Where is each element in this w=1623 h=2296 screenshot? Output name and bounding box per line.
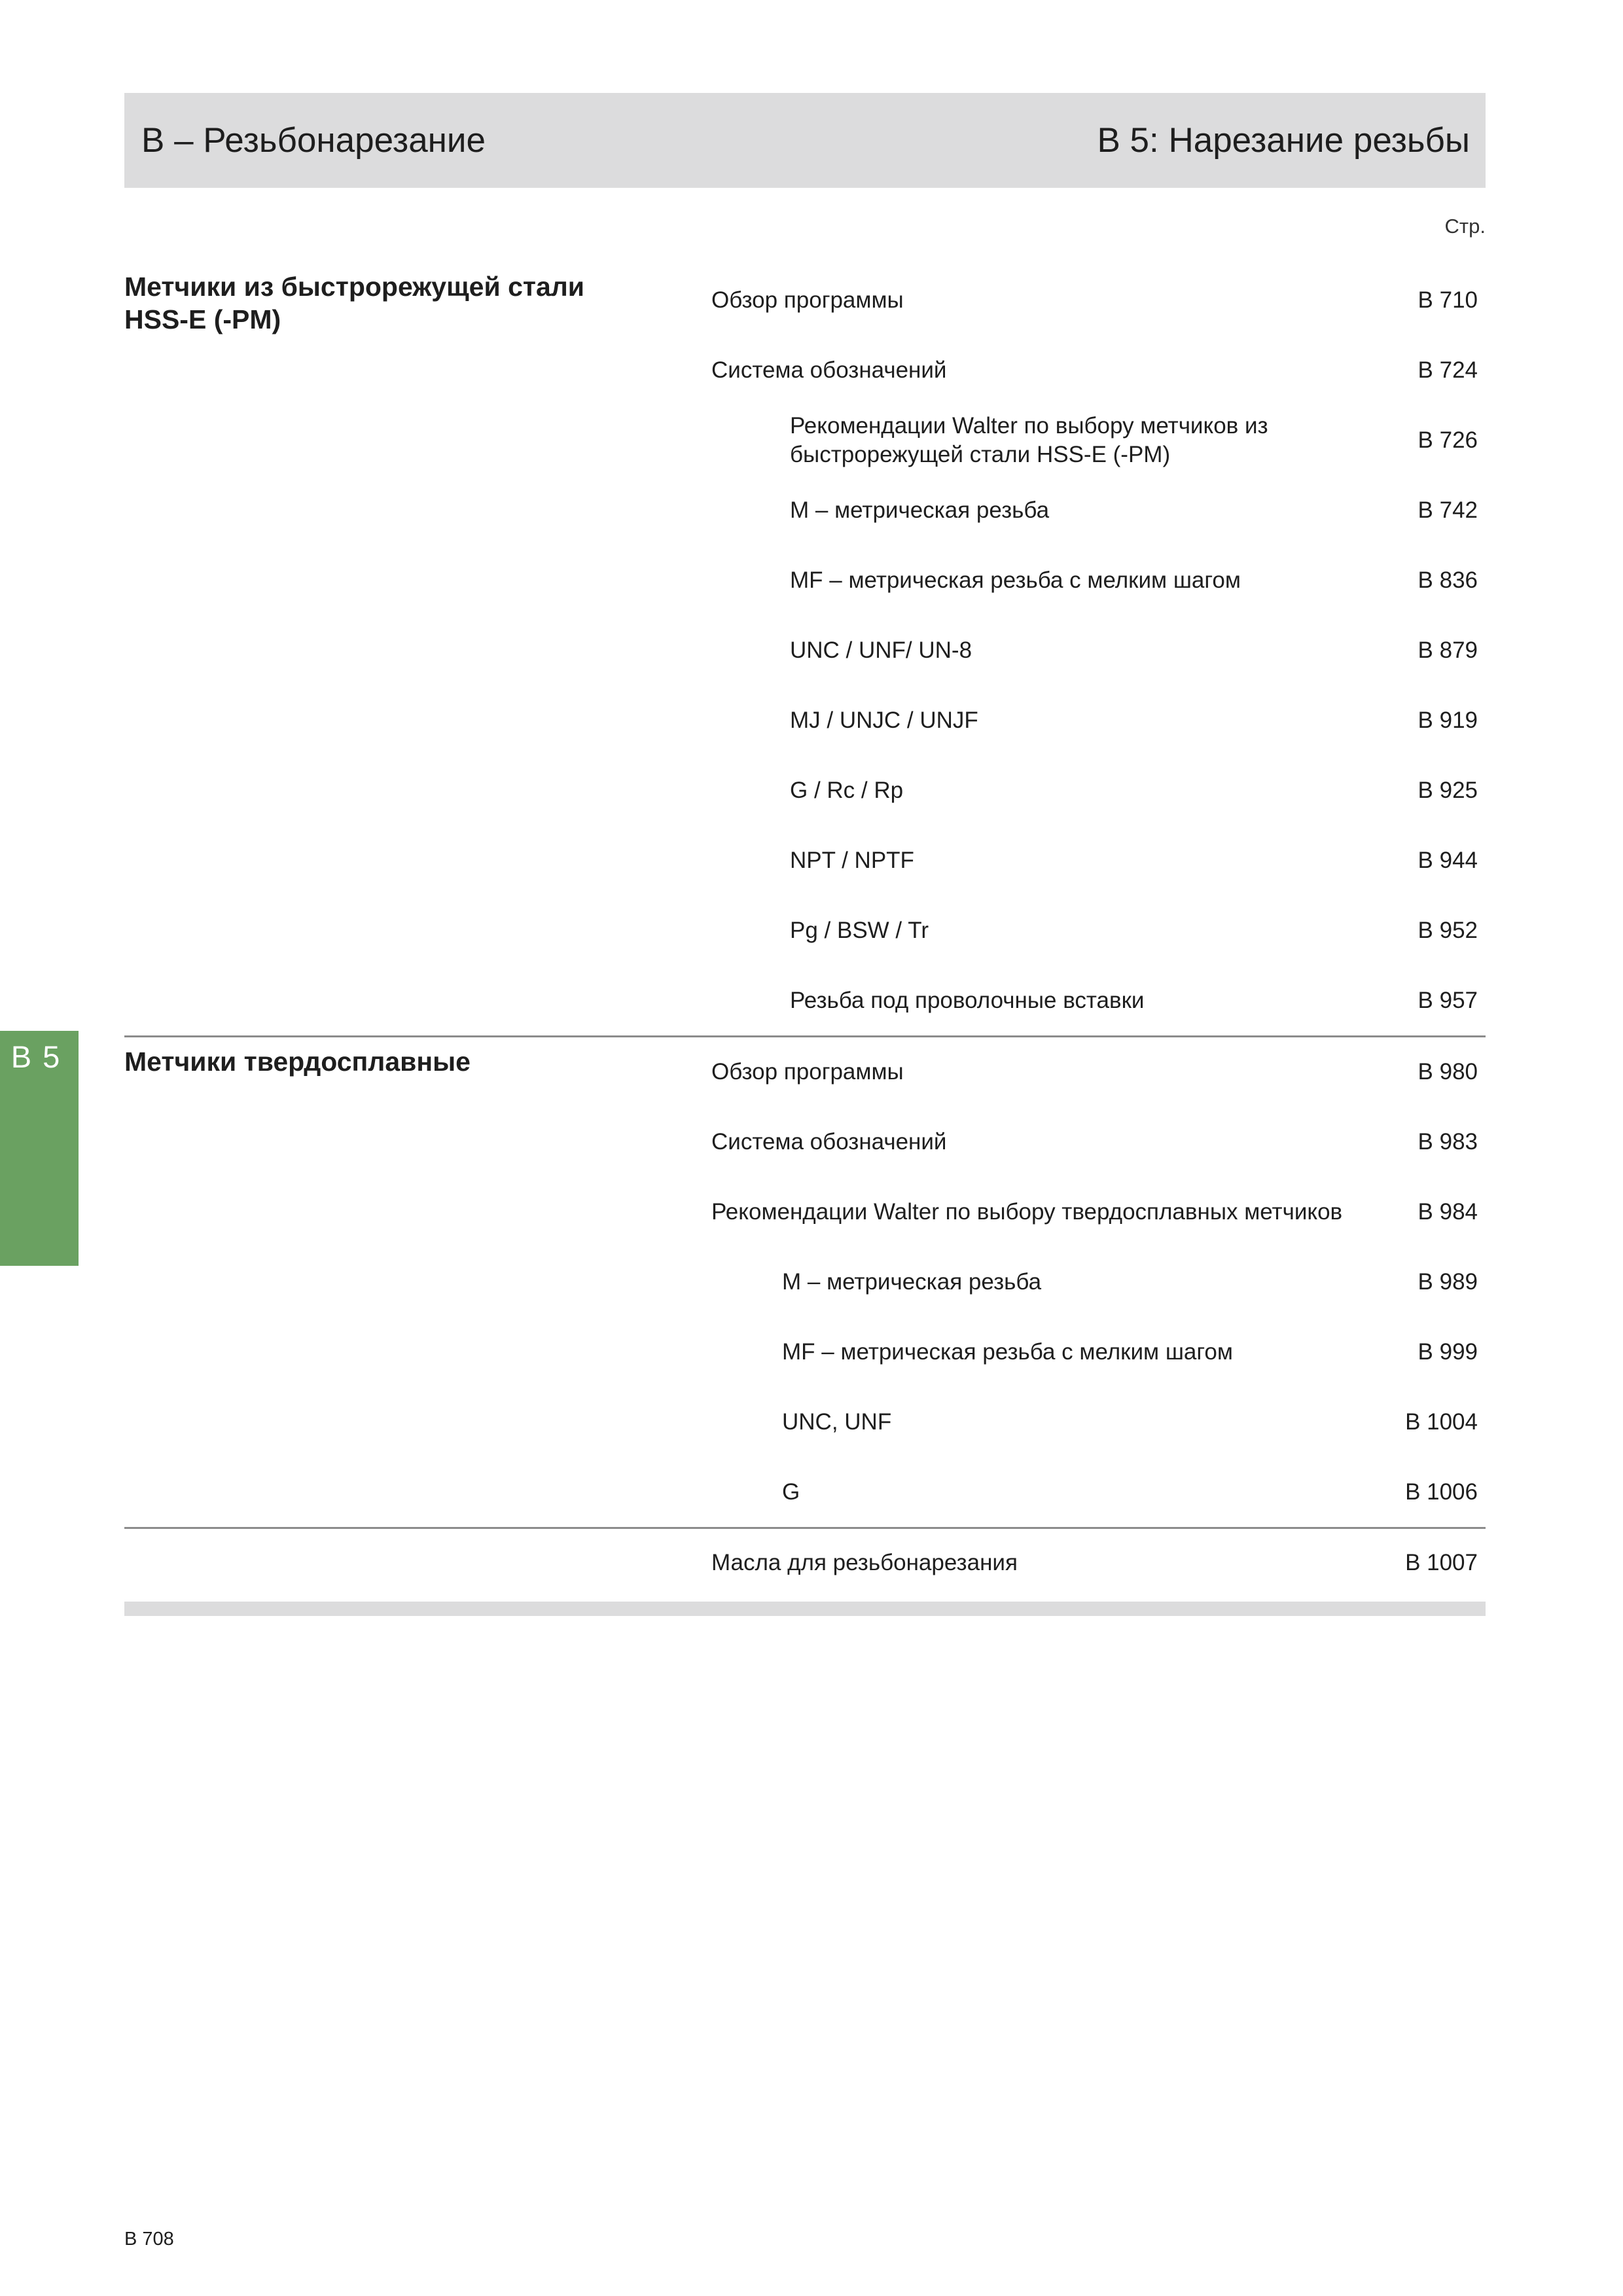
toc-row-label: M – метрическая резьба: [782, 1268, 1042, 1295]
toc-row[interactable]: [124, 335, 1486, 405]
chapter-side-tab[interactable]: [0, 1031, 79, 1266]
toc-row-page: B 710: [1418, 287, 1478, 313]
toc-row[interactable]: [124, 1037, 1486, 1107]
side-tab-label: B 5: [10, 1039, 62, 1074]
header-band: [124, 93, 1486, 188]
toc-row[interactable]: [124, 825, 1486, 895]
toc-row-label: Система обозначений: [711, 357, 947, 383]
toc-row-page: B 919: [1418, 708, 1478, 733]
toc-row-label: Pg / BSW / Tr: [790, 917, 929, 943]
toc-row-label: Обзор программы: [711, 1058, 904, 1085]
toc-row-label: Резьба под проволочные вставки: [790, 987, 1145, 1013]
toc-row-page: B 980: [1418, 1059, 1478, 1085]
toc-row-label: G: [782, 1479, 800, 1505]
toc-row-label: UNC, UNF: [782, 1408, 892, 1435]
bottom-band: [124, 1602, 1486, 1616]
toc-row-page: B 724: [1418, 357, 1478, 383]
section-title-header: B 5: Нарезание резьбы: [1097, 121, 1470, 160]
toc-row[interactable]: [124, 755, 1486, 825]
toc-row-label: G / Rc / Rp: [790, 777, 904, 803]
toc-row-label: MF – метрическая резьба с мелким шагом: [790, 567, 1241, 593]
toc-row[interactable]: [124, 545, 1486, 615]
toc-row-page: B 1007: [1405, 1550, 1478, 1575]
toc-row-page: B 983: [1418, 1129, 1478, 1155]
toc-row[interactable]: [124, 1247, 1486, 1317]
toc-row-label: MF – метрическая резьба с мелким шагом: [782, 1338, 1233, 1365]
toc-row-page: B 957: [1418, 988, 1478, 1013]
toc-row-page: B 984: [1418, 1199, 1478, 1225]
toc-row-label: M – метрическая резьба: [790, 497, 1050, 523]
toc-row[interactable]: [124, 685, 1486, 755]
toc-row[interactable]: [124, 1387, 1486, 1457]
toc-row[interactable]: [124, 475, 1486, 545]
toc-row[interactable]: [124, 1107, 1486, 1177]
toc-row-page: B 879: [1418, 637, 1478, 663]
toc-row-page: B 989: [1418, 1269, 1478, 1295]
toc-row[interactable]: [124, 1528, 1486, 1598]
toc-row-label: Обзор программы: [711, 287, 904, 313]
toc-row[interactable]: [124, 405, 1486, 475]
toc-row-page: B 1004: [1405, 1409, 1478, 1435]
toc-row[interactable]: [124, 265, 1486, 335]
toc-row[interactable]: [124, 1317, 1486, 1387]
toc-row-page: B 952: [1418, 918, 1478, 943]
toc-row-page: B 1006: [1405, 1479, 1478, 1505]
toc-row-label: Рекомендации Walter по выбору метчиков из быстрорежущей стали HSS-E (-PM): [790, 412, 1268, 467]
toc-row[interactable]: [124, 965, 1486, 1035]
toc-row-label: Рекомендации Walter по выбору твердосплавных метчиков: [711, 1198, 1343, 1225]
toc-row[interactable]: [124, 615, 1486, 685]
toc-row-label: Система обозначений: [711, 1128, 947, 1155]
toc-row[interactable]: [124, 1457, 1486, 1527]
toc-row-page: B 742: [1418, 497, 1478, 523]
chapter-title: B – Резьбонарезание: [141, 121, 486, 160]
section-title-hss: Метчики из быстрорежущей стали HSS-E (-PM): [124, 272, 585, 334]
footer-page-number: B 708: [124, 2229, 174, 2250]
toc-row-label: MJ / UNJC / UNJF: [790, 707, 978, 733]
toc-row-label: NPT / NPTF: [790, 847, 914, 873]
toc-row-page: B 925: [1418, 778, 1478, 803]
toc-row-page: B 726: [1418, 427, 1478, 453]
toc-row[interactable]: [124, 895, 1486, 965]
section-title-carbide: Метчики твердосплавные: [124, 1047, 471, 1077]
toc-row-page: B 999: [1418, 1339, 1478, 1365]
toc-row-label: Масла для резьбонарезания: [711, 1549, 1018, 1575]
toc-row-page: B 836: [1418, 567, 1478, 593]
page-column-label: Стр.: [1444, 215, 1486, 238]
toc-row-page: B 944: [1418, 848, 1478, 873]
toc-row[interactable]: [124, 1177, 1486, 1247]
toc-row-label: UNC / UNF/ UN-8: [790, 637, 972, 663]
